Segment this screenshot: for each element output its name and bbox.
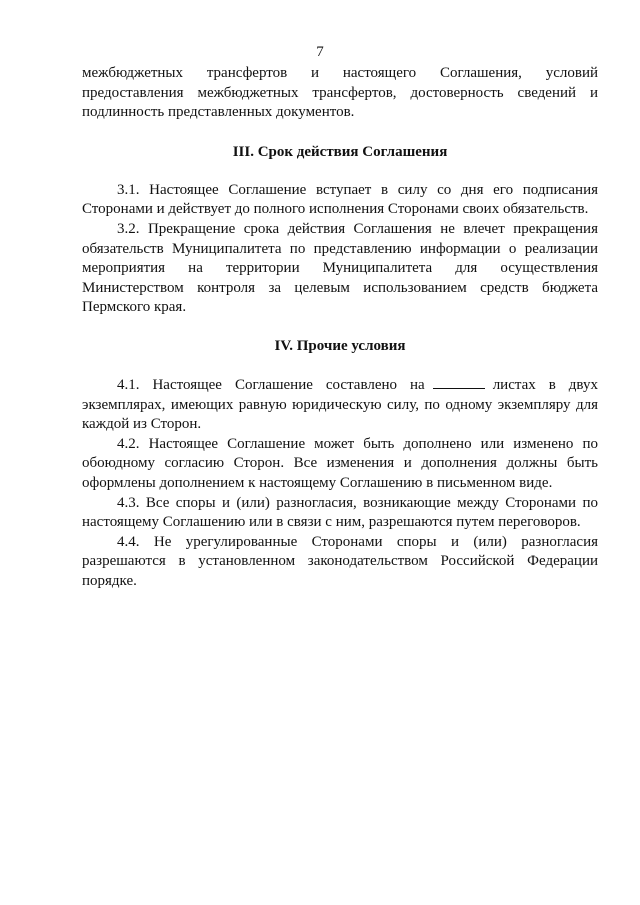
- clause-3-2: 3.2. Прекращение срока действия Соглашения не влечет прекращения обязательств Муниципалитета по представлению информации о реализации мероприятия на территории Муниципалитета для осуществления Министерством контроля за целевым использованием средств бюджета Пермского края.: [82, 220, 598, 316]
- clause-4-4: 4.4. Не урегулированные Сторонами споры и (или) разногласия разрешаются в установленном законодательством Российской Федерации порядке.: [82, 533, 598, 589]
- clause-4-3: 4.3. Все споры и (или) разногласия, возникающие между Сторонами по настоящему Соглашению или в связи с ним, разрешаются путем переговоров.: [82, 494, 598, 531]
- blank-sheet-count: [433, 374, 485, 389]
- document-body: [82, 64, 598, 591]
- clause-4-1-end: листах в двух экземплярах, имеющих равную юридическую силу, по одному экземпляру для каждой из Сторон.: [82, 376, 598, 433]
- clause-4-2: 4.2. Настоящее Соглашение может быть дополнено или изменено по обоюдному согласию Сторон. Все изменения и дополнения должны быть оформлены дополнением к настоящему Соглашению в письменном виде.: [82, 435, 598, 491]
- clause-4-1: [82, 374, 598, 435]
- intro-paragraph: межбюджетных трансфертов и настоящего Соглашения, условий предоставления межбюджетных трансфертов, достоверность сведений и подлинность представленных документов.: [82, 65, 598, 121]
- page-number: 7: [316, 44, 324, 60]
- clause-3-1: 3.1. Настоящее Соглашение вступает в силу со дня его подписания Сторонами и действует до полного исполнения Сторонами своих обязательств.: [82, 181, 598, 218]
- clause-4-1-start: 4.1. Настоящее Соглашение составлено на: [117, 376, 425, 393]
- section-3-heading: III. Срок действия Соглашения: [232, 143, 448, 160]
- section-4-heading: IV. Прочие условия: [274, 337, 406, 354]
